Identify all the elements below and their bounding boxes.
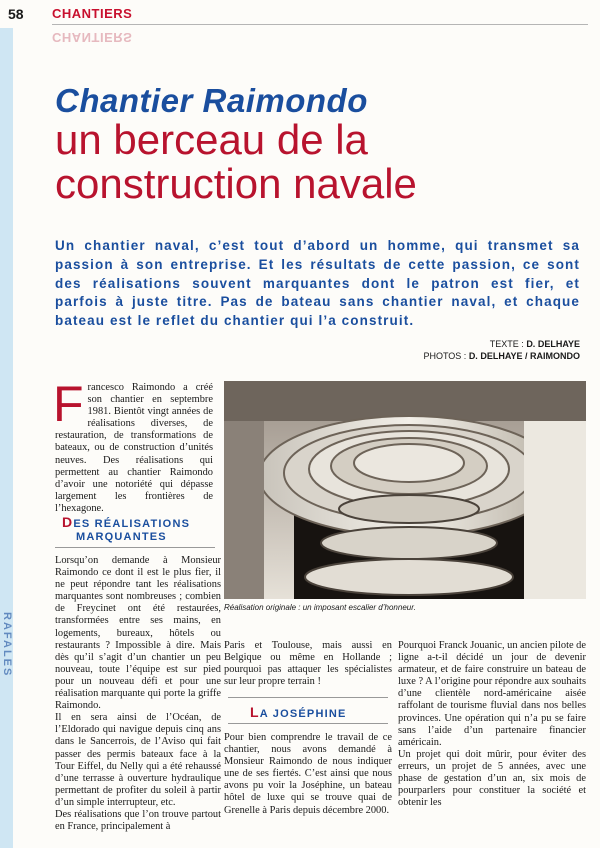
- paragraph: Des réalisations que l’on trouve partout en France, principalement à: [55, 808, 221, 833]
- heading-josephine-rest: A JOSÉPHINE: [259, 708, 347, 720]
- photo-credit-label: PHOTOS :: [423, 351, 469, 361]
- heading-josephine-cap: L: [250, 704, 260, 720]
- article-subtitle: un berceau de la construction navale: [55, 116, 417, 207]
- page-number: 58: [8, 6, 24, 22]
- paragraph: Il en sera ainsi de l’Océan, de l’Eldorado qui navigue depuis cinq ans dans le Sancerrois, de l’Aviso qui fait passer des permis bateaux face à la Tour Eiffel, du Nelly qui a été rehaussé d’une terrasse à ouverture hydraulique permettant de profiter du soleil à partir d’un simple interrupteur, etc.: [55, 712, 221, 808]
- heading-rule: [55, 547, 215, 548]
- section-title: CHANTIERS: [52, 6, 133, 21]
- photo-credit: [423, 350, 580, 362]
- intro-text: rancesco Raimondo a créé son chantier en septembre 1981. Bientôt vingt années de réalisations diverses, de restauration, de transformations de bateaux, ou de construction d’unités neuves. Des réalisations qui permettent au chantier Raimondo d’avoir une notoriété qui dépasse largement les frontières de l’hexagone.: [55, 382, 213, 514]
- article-title: Chantier Raimondo: [55, 82, 368, 119]
- side-vertical-label: RAFALES: [1, 612, 13, 678]
- heading-realisations-line2: MARQUANTES: [76, 531, 167, 543]
- lead-paragraph: Un chantier naval, c’est tout d’abord un homme, qui transmet sa passion à son entreprise. Et les résultats de cette passion, ce sont des réalisations souvent marquantes dont le patron est fier, et parfois à juste titre. Pas de bateau sans chantier naval, et chaque bateau est le reflet du chantier qui l’a construit.: [55, 238, 580, 329]
- text-credit: [423, 338, 580, 350]
- text-credit-author: D. DELHAYE: [526, 339, 580, 349]
- photo-staircase: [224, 381, 586, 599]
- heading-josephine: [250, 704, 347, 720]
- section1-body: [55, 555, 221, 833]
- intro-paragraph: [53, 376, 213, 515]
- credits: [423, 338, 580, 362]
- heading-rule-top: [228, 697, 388, 698]
- section2-body: Pour bien comprendre le travail de ce chantier, nous avons demandé à Monsieur Raimondo de nous indiquer une de ses fiertés. C’est ainsi que nous avons pu voir la Joséphine, un bateau hôtel de luxe qui se trouve quai de Grenelle à Paris depuis décembre 2000.: [224, 732, 392, 816]
- photo-caption: Réalisation originale : un imposant escalier d’honneur.: [224, 603, 416, 612]
- heading-realisations-rest: ES RÉALISATIONS: [73, 518, 191, 530]
- drop-cap: F: [53, 376, 84, 432]
- paragraph: Pourquoi Franck Jouanic, un ancien pilote de ligne a-t-il décidé un jour de devenir armateur, et de faire construire un bateau de luxe ? A l’origine pour répondre aux souhaits d’une clientèle nord-américaine aisée raffolant de tourisme fluvial dans nos belles provinces. Une opération qui n’a pu se faire sans l’aide d’un partenaire financier américain.: [398, 640, 586, 748]
- column3-body: [398, 640, 586, 809]
- heading-realisations: [62, 516, 190, 544]
- section-title-reflection: CHANTIERS: [52, 30, 133, 45]
- paragraph: Lorsqu’on demande à Monsieur Raimondo ce dont il est le plus fier, il ne peut répondre tant les réalisations marquantes sont nombreuses ; combien de Freycinet ont été restaurées, transformées entre ses mains, en logements, bureaux, hôtels ou restaurants ? Impossible à dire. Mais dès qu’il s’agit d’un chantier un peu nouveau, toute l’équipe est sur pied pour un nouveau défi et pour une réalisation marquante qui porte la griffe Raimondo.: [55, 555, 221, 712]
- heading-rule-bottom: [228, 723, 388, 724]
- column2-top: Paris et Toulouse, mais aussi en Belgique ou même en Hollande ; pourquoi pas attaquer les spécialistes sur leur propre terrain !: [224, 640, 392, 688]
- side-color-bar: [0, 28, 13, 848]
- photo-credit-author: D. DELHAYE / RAIMONDO: [468, 351, 580, 361]
- heading-realisations-cap: D: [62, 514, 74, 530]
- header-rule: [52, 24, 588, 25]
- paragraph: Un projet qui doit mûrir, pour éviter des erreurs, un projet de 5 années, avec une phase de gestation d’un an, six mois de pourparlers pour constituer la société et obtenir les: [398, 748, 586, 809]
- text-credit-label: TEXTE :: [489, 339, 527, 349]
- staircase-illustration: [224, 381, 586, 599]
